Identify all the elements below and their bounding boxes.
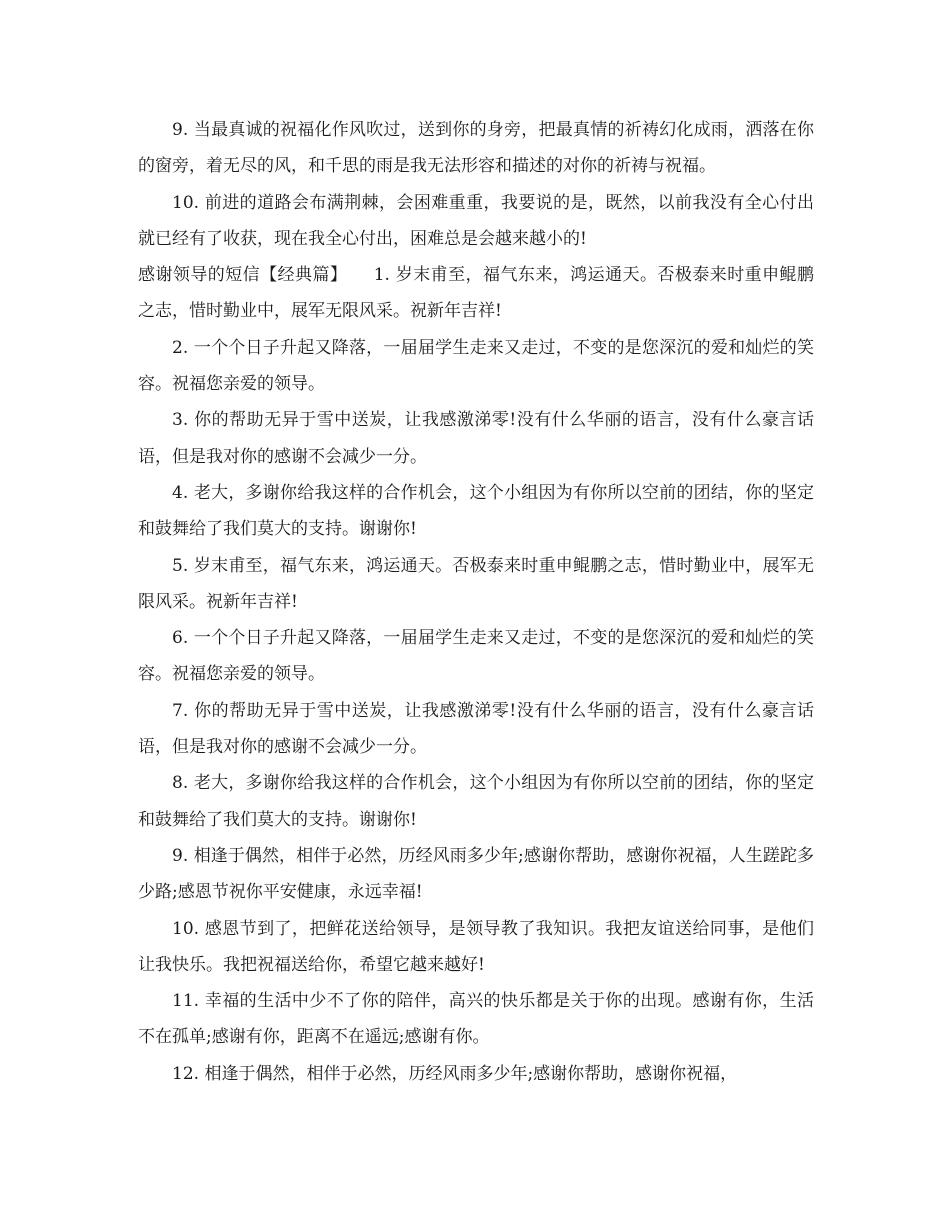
paragraph-3: 3. 你的帮助无异于雪中送炭，让我感激涕零!没有什么华丽的语言，没有什么豪言话语，但是我对你的感谢不会减少一分。 xyxy=(138,410,814,467)
paragraph-10a: 10. 前进的道路会布满荆棘，会困难重重，我要说的是，既然，以前我没有全心付出就已经有了收获，现在我全心付出，困难总是会越来越小的! xyxy=(138,192,814,249)
paragraph-9b: 9. 相逢于偶然，相伴于必然，历经风雨多少年;感谢你帮助，感谢你祝福，人生蹉跎多少路;感恩节祝你平安健康，永远幸福! xyxy=(138,845,814,903)
paragraph-8: 8. 老大，多谢你给我这样的合作机会，这个小组因为有你所以空前的团结，你的坚定和鼓舞给了我们莫大的支持。谢谢你! xyxy=(138,773,814,830)
paragraph-12: 12. 相逢于偶然，相伴于必然，历经风雨多少年;感谢你帮助，感谢你祝福， xyxy=(172,1063,738,1084)
paragraph-5: 5. 岁末甫至，福气东来，鸿运通天。否极泰来时重申鲲鹏之志，惜时勤业中，展军无限风采。祝新年吉祥! xyxy=(138,555,814,612)
paragraph-6: 6. 一个个日子升起又降落，一届届学生走来又走过，不变的是您深沉的爱和灿烂的笑容。祝福您亲爱的领导。 xyxy=(138,628,814,685)
paragraph-7: 7. 你的帮助无异于雪中送炭，让我感激涕零!没有什么华丽的语言，没有什么豪言话语，但是我对你的感谢不会减少一分。 xyxy=(138,700,814,758)
section-heading-paragraph: 感谢领导的短信【经典篇】 1. 岁末甫至，福气东来，鸿运通天。否极泰来时重申鲲鹏之志，惜时勤业中，展军无限风采。祝新年吉祥! xyxy=(138,265,814,322)
paragraph-11: 11. 幸福的生活中少不了你的陪伴，高兴的快乐都是关于你的出现。感谢有你，生活不在孤单;感谢有你，距离不在遥远;感谢有你。 xyxy=(138,991,814,1048)
paragraph-9a: 9. 当最真诚的祝福化作风吹过，送到你的身旁，把最真情的祈祷幻化成雨，洒落在你的窗旁，着无尽的风，和千思的雨是我无法形容和描述的对你的祈祷与祝福。 xyxy=(138,120,814,177)
document-body xyxy=(138,112,814,1092)
paragraph-4: 4. 老大，多谢你给我这样的合作机会，这个小组因为有你所以空前的团结，你的坚定和鼓舞给了我们莫大的支持。谢谢你! xyxy=(138,482,814,540)
paragraph-2: 2. 一个个日子升起又降落，一届届学生走来又走过，不变的是您深沉的爱和灿烂的笑容。祝福您亲爱的领导。 xyxy=(138,337,814,395)
paragraph-10b: 10. 感恩节到了，把鲜花送给领导，是领导教了我知识。我把友谊送给同事，是他们让我快乐。我把祝福送给你，希望它越来越好! xyxy=(138,918,814,975)
